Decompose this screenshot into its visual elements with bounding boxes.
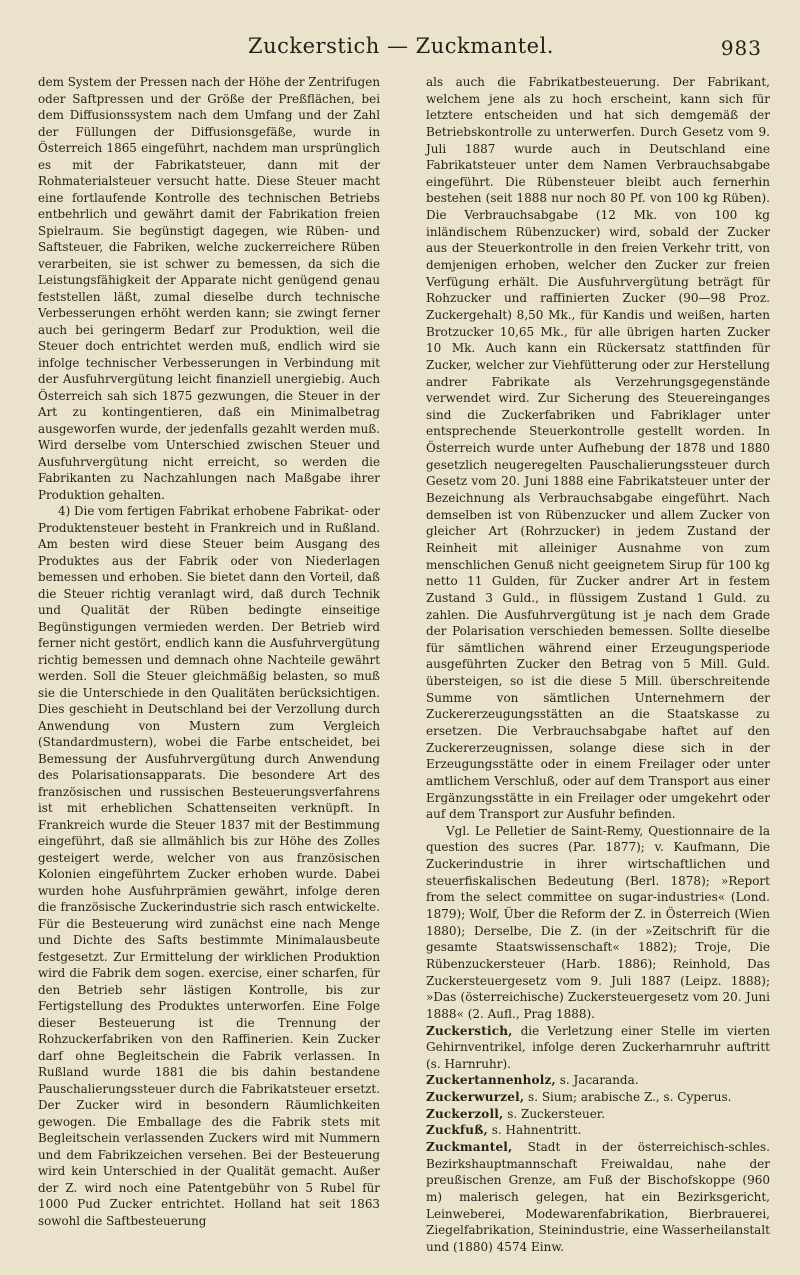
entry-zuckerstich — [426, 1023, 770, 1073]
paragraph-product-tax: 4) Die vom fertigen Fabrikat erhobene Fabrikat- oder Produktensteuer besteht in Frankreich und in Rußland. Am besten wird diese Steuer beim Ausgang des Produktes aus der Fabrik oder von Niederlagen bemessen und erhoben. Sie bietet dann den Vorteil, daß die Steuer richtig veranlagt wird, daß durch Technik und Qualität der Rüben bedingte einseitige Begünstigungen vermieden werden. Der Betrieb wird ferner nicht gestört, endlich kann die Ausfuhrvergütung richtig bemessen und demnach ohne Nachteile gewährt werden. Soll die Steuer gleichmäßig belasten, so muß sie die Unterschiede in den Qualitäten berücksichtigen. Dies geschieht in Deutschland bei der Verzollung durch Anwendung von Mustern zum Vergleich (Standardmustern), wobei die Farbe entscheidet, bei Bemessung der Ausfuhrvergütung durch Anwendung des Polarisationsapparats. Die besondere Art des französischen und russischen Besteuerungsverfahrens ist mit erheblichen Schattenseiten verknüpft. In Frankreich wurde die Steuer 1837 mit der Bestimmung eingeführt, daß sie allmählich bis zur Höhe des Zolles gesteigert werde, welcher von aus französischen Kolonien eingeführtem Zucker erhoben wurde. Dabei wurden hohe Ausfuhrprämien gewährt, infolge deren die französische Zuckerindustrie sich rasch entwickelte. Für die Besteuerung wird zunächst eine nach Menge und Dichte des Safts bestimmte Minimalausbeute festgesetzt. Zur Ermittelung der wirklichen Produktion wird die Fabrik dem sogen. exercise, einer scharfen, für den Betrieb sehr lästigen Kontrolle, bis zur Fertigstellung des Produktes unterworfen. Eine Folge dieser Besteuerung ist die Trennung der Rohzuckerfabriken von den Raffinerien. Kein Zucker darf ohne Begleitschein die Fabrik verlassen. In Rußland wurde 1881 die bis dahin bestandene Pauschalierungssteuer durch die Fabrikatsteuer ersetzt. Der Zucker wird in besondern Räumlichkeiten gewogen. Die Emballage des die Fabrik stets mit Begleitschein verlassenden Zuckers wird mit Nummern und dem Fabrikzeichen versehen. Bei der Besteuerung wird kein Unterschied in der Qualität gemacht. Außer der Z. wird noch eine Patentgebühr von 5 Rubel für 1000 Pud Zucker entrichtet. Holland hat seit 1863 sowohl die Saftbesteuerung — [38, 504, 380, 1228]
entry-zuckertannenholz — [426, 1072, 770, 1089]
entry-zuckfuss — [426, 1122, 770, 1139]
running-head: Zuckerstich — Zuckmantel. — [248, 34, 554, 58]
entry-text: Stadt in der österreichisch-schles. Bezirkshauptmannschaft Freiwaldau, nahe der preußischen Grenze, am Fuß der Bischofskoppe (960 m) malerisch gelegen, hat ein Bezirksgericht, Leinweberei, Modewarenfabrikation, Bierbrauerei, Ziegelfabrikation, Steinindustrie, eine Wasserheilanstalt und (1880) 4574 Einw. — [426, 1140, 770, 1254]
left-column — [38, 74, 380, 1229]
headword: Zuckerwurzel, — [426, 1090, 525, 1105]
headword: Zuckmantel, — [426, 1140, 513, 1154]
right-column — [426, 74, 770, 1255]
headword: Zuckertannenholz, — [426, 1073, 556, 1088]
page-header — [40, 34, 762, 64]
entry-text: s. Hahnentritt. — [487, 1123, 582, 1138]
entry-zuckerwurzel — [426, 1089, 770, 1106]
paragraph-continued: als auch die Fabrikatbesteuerung. Der Fabrikant, welchem jene als zu hoch erscheint, kann sich für letztere entscheiden und hat sich demgemäß der Betriebskontrolle zu unterwerfen. Durch Gesetz vom 9. Juli 1887 wurde auch in Deutschland eine Fabrikatsteuer unter dem Namen Verbrauchsabgabe eingeführt. Die Rübensteuer bleibt auch fernerhin bestehen (seit 1888 nur noch 80 Pf. von 100 kg Rüben). Die Verbrauchsabgabe (12 Mk. von 100 kg inländischem Rübenzucker) wird, sobald der Zucker aus der Steuerkontrolle in den freien Verkehr tritt, von demjenigen erhoben, welcher den Zucker zur freien Verfügung erhält. Die Ausfuhrvergütung beträgt für Rohzucker und raffinierten Zucker (90—98 Proz. Zuckergehalt) 8,50 Mk., für Kandis und weißen, harten Brotzucker 10,65 Mk., für alle übrigen harten Zucker 10 Mk. Auch kann ein Rückersatz stattfinden für Zucker, welcher zur Viehfütterung oder zur Herstellung andrer Fabrikate als Verzehrungsgegenstände verwendet wird. Zur Sicherung des Steuereinganges sind die Zuckerfabriken und Fabriklager unter entsprechende Steuerkontrolle gestellt worden. In Österreich wurde unter Aufhebung der 1878 und 1880 gesetzlich neugeregelten Pauschalierungssteuer durch Gesetz vom 20. Juni 1888 eine Fabrikatsteuer unter der Bezeichnung als Verbrauchsabgabe eingeführt. Nach demselben ist von Rübenzucker und allem Zucker von gleicher Art (Rohrzucker) in jedem Zustand der Reinheit mit alleiniger Ausnahme von zum menschlichen Genuß nicht geeignetem Sirup für 100 kg netto 11 Gulden, für Zucker andrer Art in festem Zustand 3 Guld., in flüssigem Zustand 1 Guld. zu zahlen. Die Ausfuhrvergütung ist je nach dem Grade der Polarisation verschieden bemessen. Sollte dieselbe für sämtlichen während einer Erzeugungsperiode ausgeführten Zucker den Betrag von 5 Mill. Guld. übersteigen, so ist die diese 5 Mill. überschreitende Summe von sämtlichen Unternehmern der Zuckererzeugungsstätten an die Staatskasse zu ersetzen. Die Verbrauchsabgabe haftet auf den Zuckererzeugnissen, solange diese sich in der Erzeugungsstätte oder in einem Freilager oder unter amtlichem Verschluß, oder auf dem Transport aus einer Ergänzungsstätte in ein Freilager oder umgekehrt oder auf dem Transport zur Ausfuhr befinden. — [426, 75, 770, 822]
entry-zuckmantel — [426, 1139, 770, 1255]
paragraph-references: Vgl. Le Pelletier de Saint-Remy, Questionnaire de la question des sucres (Par. 1877); v. Kaufmann, Die Zuckerindustrie in ihrer wirtschaftlichen und steuerfiskalischen Bedeutung (Berl. 1878); »Report from the select committee on sugar-industries« (Lond. 1879); Wolf, Über die Reform der Z. in Österreich (Wien 1880); Derselbe, Die Z. (in der »Zeitschrift für die gesamte Staatswissenschaft« 1882); Troje, Die Rübenzuckersteuer (Harb. 1886); Reinhold, Das Zuckersteuergesetz vom 9. Juli 1887 (Leipz. 1888); »Das (österreichische) Zuckersteuergesetz vom 20. Juni 1888« (2. Aufl., Prag 1888). — [426, 823, 770, 1021]
headword: Zuckfuß, — [426, 1123, 488, 1138]
entry-zuckerzoll — [426, 1106, 770, 1123]
entry-text: s. Sium; arabische Z., s. Cyperus. — [524, 1090, 732, 1105]
headword: Zuckerzoll, — [426, 1106, 504, 1121]
paragraph-fixed-capacity-tax: dem System der Pressen nach der Höhe der Zentrifugen oder Saftpressen und der Größe der Preßflächen, bei dem Diffusionssystem nach dem Umfang und der Zahl der Füllungen der Diffusionsgefäße, wurde in Österreich 1865 eingeführt, nachdem man ursprünglich es mit der Fabrikatsteuer, dann mit der Rohmaterialsteuer versucht hatte. Diese Steuer macht eine fortlaufende Kontrolle des technischen Betriebs entbehrlich und gewährt damit der Fabrikation freien Spielraum. Sie begünstigt dagegen, wie Rüben- und Saftsteuer, die Fabriken, welche zuckerreichere Rüben verarbeiten, sie ist schwer zu bemessen, da sich die Leistungsfähigkeit der Apparate nicht genügend genau feststellen läßt, zumal dieselbe durch technische Verbesserungen erhöht werden kann; sie zwingt ferner auch bei geringerm Bedarf zur Produktion, weil die Steuer doch entrichtet werden muß, endlich wird sie infolge technischer Verbesserungen in Verbindung mit der Ausfuhrvergütung leicht finanziell unergiebig. Auch Österreich sah sich 1875 gezwungen, die Steuer in der Art zu kontingentieren, daß ein Minimalbetrag ausgeworfen wurde, der jedenfalls gezahlt werden muß. Wird derselbe vom Unterschied zwischen Steuer und Ausfuhrvergütung nicht erreicht, so werden die Fabrikanten zu Nachzahlungen nach Maßgabe ihrer Produktion gehalten. — [38, 75, 380, 502]
entry-text: s. Jacaranda. — [555, 1073, 639, 1088]
page-number: 983 — [720, 36, 762, 60]
entry-text: die Verletzung einer Stelle im vierten Gehirnventrikel, infolge deren Zuckerharnruhr auftritt (s. Harnruhr). — [426, 1023, 770, 1071]
headword: Zuckerstich, — [426, 1023, 513, 1038]
entry-text: s. Zuckersteuer. — [503, 1106, 606, 1121]
